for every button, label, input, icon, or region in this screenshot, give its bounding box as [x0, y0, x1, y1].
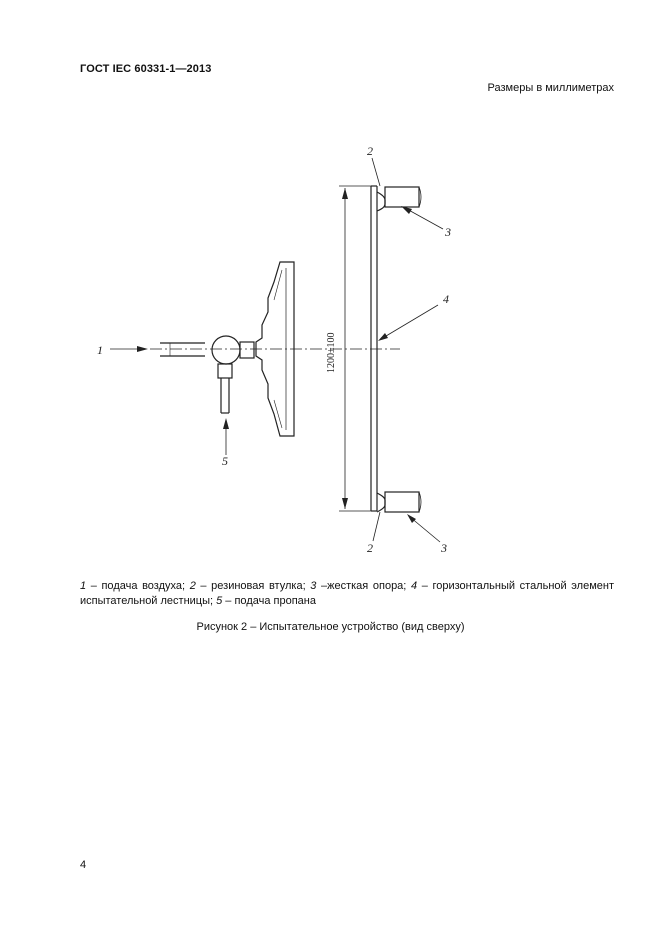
legend-text-1: – подача воздуха; [86, 580, 190, 592]
rigid-support-bottom [385, 492, 421, 512]
callout-1: 1 [97, 343, 103, 357]
callout-2-bottom: 2 [367, 541, 373, 555]
steel-ladder-member [371, 186, 377, 511]
dimensions-note: Размеры в миллиметрах [487, 82, 614, 94]
air-supply-pipe [160, 343, 205, 356]
leader-lines [110, 158, 443, 542]
callout-3-bottom: 3 [441, 541, 447, 555]
legend-num-5: 5 [216, 595, 223, 607]
callout-4: 4 [443, 292, 449, 306]
legend-text-2: – резиновая втулка; [195, 580, 311, 592]
page-number: 4 [80, 859, 87, 871]
dimension-line [339, 186, 374, 511]
legend-text-5: – подача пропана [222, 595, 316, 607]
callout-3-top: 3 [445, 225, 451, 239]
callout-2-top: 2 [367, 144, 373, 158]
legend-text-3: –жесткая опора; [316, 580, 411, 592]
rigid-support-top [385, 187, 421, 207]
legend-num-3: 3 [310, 580, 317, 592]
dimension-label: 1200±100 [326, 332, 337, 373]
figure-caption: Рисунок 2 – Испытательное устройство (вид сверху) [196, 621, 465, 633]
propane-supply-pipe [218, 364, 232, 413]
legend-num-2: 2 [189, 580, 196, 592]
rubber-bushing-bottom [377, 493, 385, 512]
callout-5: 5 [222, 454, 228, 468]
document-code: ГОСТ IEC 60331-1—2013 [80, 63, 212, 75]
legend-num-1: 1 [80, 580, 87, 592]
legend-text-4: – горизонтальный стальной элемент испытательной лестницы; [80, 580, 614, 607]
rubber-bushing-top [377, 192, 385, 211]
figure-legend [80, 579, 614, 609]
legend-num-4: 4 [410, 580, 418, 592]
t-connector [212, 336, 240, 364]
connector-neck [240, 342, 254, 358]
